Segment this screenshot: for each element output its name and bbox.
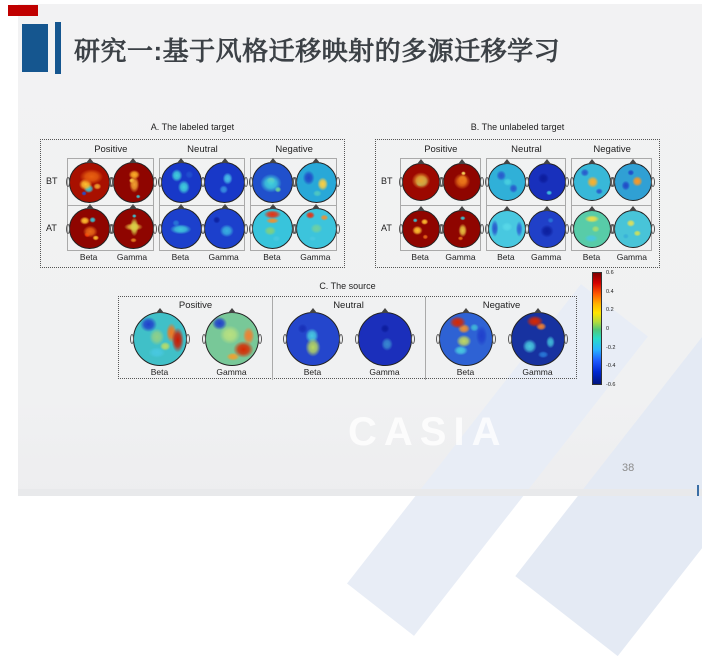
left-ear-icon <box>293 224 297 234</box>
band-label: Beta <box>150 367 169 377</box>
topomap-head <box>69 162 110 203</box>
condition-group <box>250 158 337 251</box>
left-ear-icon <box>158 224 162 234</box>
topomap-head <box>252 208 293 249</box>
condition-group <box>400 158 481 251</box>
nose-icon <box>177 204 185 209</box>
left-ear-icon <box>525 224 529 234</box>
topomap-head <box>528 163 566 201</box>
topomap-head <box>614 210 652 248</box>
panel-box-A <box>40 139 345 268</box>
topomap-head <box>296 208 337 249</box>
topomap-scalp <box>443 210 481 248</box>
panel-box-C <box>118 296 577 379</box>
topomap-head <box>402 163 440 201</box>
nose-icon <box>588 206 596 211</box>
panel-box-B <box>375 139 660 268</box>
left-ear-icon <box>249 224 253 234</box>
band-label: Gamma <box>216 367 247 377</box>
left-ear-icon <box>201 177 205 187</box>
topomap-head <box>614 163 652 201</box>
left-ear-icon <box>485 177 489 187</box>
condition-label: Positive <box>94 144 128 155</box>
band-label: Gamma <box>300 252 331 262</box>
red-accent-bar <box>8 5 38 16</box>
topomap-scalp <box>133 312 187 366</box>
condition-group <box>571 158 652 251</box>
nose-icon <box>417 159 425 164</box>
right-ear-icon <box>565 177 569 187</box>
left-ear-icon <box>399 177 403 187</box>
group-divider <box>68 205 153 206</box>
topomap-head <box>358 312 412 366</box>
nose-icon <box>269 204 277 209</box>
topomap-scalp <box>402 210 440 248</box>
left-ear-icon <box>525 177 529 187</box>
topomap-head <box>69 208 110 249</box>
slide-title: 研究一:基于风格迁移映射的多源迁移学习 <box>74 36 561 66</box>
right-ear-icon <box>186 334 190 344</box>
topomap-head <box>443 163 481 201</box>
topomap-head <box>488 163 526 201</box>
left-ear-icon <box>249 177 253 187</box>
band-label: Gamma <box>208 252 239 262</box>
band-label: Beta <box>497 252 515 262</box>
right-ear-icon <box>492 334 496 344</box>
topomap-head <box>161 162 202 203</box>
condition-label: Positive <box>424 144 458 155</box>
topomap-head <box>113 208 154 249</box>
band-label: Beta <box>263 252 281 262</box>
topomap-head <box>204 208 245 249</box>
nose-icon <box>129 158 137 163</box>
left-ear-icon <box>110 177 114 187</box>
nose-icon <box>312 158 320 163</box>
band-label: Gamma <box>116 252 148 262</box>
right-ear-icon <box>565 224 569 234</box>
topomap-head <box>113 162 154 203</box>
topomap-scalp <box>439 312 493 366</box>
topomap-head <box>205 312 259 366</box>
left-ear-icon <box>201 224 205 234</box>
band-label: Beta <box>171 252 190 262</box>
group-divider <box>487 205 566 206</box>
topomap-scalp <box>614 210 652 248</box>
band-label: Gamma <box>445 252 476 262</box>
right-ear-icon <box>153 224 157 234</box>
title-accent-line <box>55 22 61 74</box>
nose-icon <box>462 308 470 313</box>
condition-label: Neutral <box>187 144 218 155</box>
right-ear-icon <box>411 334 415 344</box>
panel-caption-C: C. The source <box>319 281 376 291</box>
band-label: Beta <box>79 252 98 262</box>
band-label: Beta <box>303 367 322 377</box>
left-ear-icon <box>570 177 574 187</box>
topomap-scalp <box>204 208 245 249</box>
nose-icon <box>458 206 466 211</box>
right-ear-icon <box>480 177 484 187</box>
right-ear-icon <box>564 334 568 344</box>
group-divider <box>251 205 336 206</box>
nose-icon <box>269 158 277 163</box>
topomap-head <box>573 210 611 248</box>
group-divider <box>401 205 480 206</box>
right-ear-icon <box>244 177 248 187</box>
left-ear-icon <box>440 177 444 187</box>
bottom-edge-strip <box>18 489 702 496</box>
condition-label: Neutral <box>511 144 542 155</box>
left-ear-icon <box>293 177 297 187</box>
colorbar-tick: -0.6 <box>606 382 616 388</box>
left-ear-icon <box>436 334 440 344</box>
right-ear-icon <box>336 224 340 234</box>
topomap-head <box>296 162 337 203</box>
nose-icon <box>503 159 511 164</box>
topomap-scalp <box>69 162 110 203</box>
panel-caption-A: A. The labeled target <box>150 122 235 132</box>
topomap-scalp <box>358 312 412 366</box>
row-label-AT: AT <box>381 222 392 233</box>
nose-icon <box>629 206 637 211</box>
left-ear-icon <box>611 177 615 187</box>
row-label-BT: BT <box>46 176 58 187</box>
nose-icon <box>86 158 94 163</box>
topomap-head <box>511 312 565 366</box>
right-ear-icon <box>244 224 248 234</box>
topomap-head <box>443 210 481 248</box>
nose-icon <box>629 159 637 164</box>
topomap-head <box>573 163 611 201</box>
colorbar-tick: 0.2 <box>606 307 614 314</box>
left-ear-icon <box>110 224 114 234</box>
topomap-scalp <box>204 162 245 203</box>
topomap-scalp <box>205 312 259 366</box>
nose-icon <box>129 204 137 209</box>
topomap-head <box>439 312 493 366</box>
nose-icon <box>543 206 551 211</box>
topomap-scalp <box>286 312 340 366</box>
right-ear-icon <box>480 224 484 234</box>
right-ear-icon <box>339 334 343 344</box>
left-ear-icon <box>202 334 206 344</box>
condition-label: Neutral <box>333 300 364 311</box>
topomap-head <box>488 210 526 248</box>
band-label: Beta <box>411 252 429 262</box>
band-label: Beta <box>582 252 601 262</box>
topomap-scalp <box>252 208 293 249</box>
left-ear-icon <box>570 224 574 234</box>
group-divider <box>160 205 245 206</box>
nose-icon <box>503 206 511 211</box>
band-label: Gamma <box>522 367 553 377</box>
left-ear-icon <box>440 224 444 234</box>
band-label: Gamma <box>616 252 647 262</box>
colorbar-gradient <box>592 272 602 385</box>
topomap-scalp <box>161 208 202 249</box>
nose-icon <box>156 308 164 313</box>
topomap-scalp <box>528 163 566 201</box>
nose-icon <box>458 159 466 164</box>
topomap-head <box>528 210 566 248</box>
left-ear-icon <box>611 224 615 234</box>
right-ear-icon <box>651 177 655 187</box>
topomap-scalp <box>402 163 440 201</box>
nose-icon <box>221 204 229 209</box>
colorbar-tick: -0.4 <box>606 363 616 370</box>
nose-icon <box>86 204 94 209</box>
colorbar-tick: -0.2 <box>606 344 616 351</box>
topomap-scalp <box>573 210 611 248</box>
group-divider <box>572 205 651 206</box>
left-ear-icon <box>66 177 70 187</box>
topomap-head <box>133 312 187 366</box>
nose-icon <box>381 308 389 313</box>
nose-icon <box>312 204 320 209</box>
panel-caption-B: B. The unlabeled target <box>470 122 565 132</box>
nose-icon <box>309 308 317 313</box>
topomap-scalp <box>296 208 337 249</box>
nose-icon <box>543 159 551 164</box>
right-ear-icon <box>336 177 340 187</box>
row-label-BT: BT <box>381 176 393 187</box>
topomap-head <box>204 162 245 203</box>
band-label: Beta <box>456 367 475 377</box>
left-ear-icon <box>355 334 359 344</box>
corner-blue-tick <box>697 485 699 496</box>
condition-group <box>67 158 154 251</box>
topomap-scalp <box>614 163 652 201</box>
colorbar-tick: 0.4 <box>606 288 614 295</box>
nose-icon <box>228 308 236 313</box>
condition-group <box>486 158 567 251</box>
title-accent-square <box>22 24 48 72</box>
right-ear-icon <box>651 224 655 234</box>
topomap-scalp <box>511 312 565 366</box>
left-ear-icon <box>399 224 403 234</box>
condition-label: Negative <box>482 300 521 311</box>
topomap-head <box>161 208 202 249</box>
topomap-scalp <box>528 210 566 248</box>
topomap-scalp <box>488 163 526 201</box>
topomap-head <box>286 312 340 366</box>
page-number: 38 <box>622 462 635 474</box>
topomap-scalp <box>69 208 110 249</box>
condition-label: Negative <box>275 144 313 155</box>
condition-group <box>159 158 246 251</box>
right-ear-icon <box>258 334 262 344</box>
topomap-scalp <box>161 162 202 203</box>
topomap-scalp <box>443 163 481 201</box>
condition-label: Positive <box>178 300 213 311</box>
left-ear-icon <box>66 224 70 234</box>
topomap-scalp <box>252 162 293 203</box>
band-label: Gamma <box>369 367 400 377</box>
nose-icon <box>177 158 185 163</box>
left-ear-icon <box>283 334 287 344</box>
left-ear-icon <box>485 224 489 234</box>
nose-icon <box>221 158 229 163</box>
topomap-scalp <box>113 208 154 249</box>
band-label: Gamma <box>531 252 562 262</box>
condition-label: Negative <box>593 144 631 155</box>
left-ear-icon <box>130 334 134 344</box>
left-ear-icon <box>508 334 512 344</box>
colorbar-tick: 0 <box>606 326 610 332</box>
nose-icon <box>534 308 542 313</box>
topomap-scalp <box>488 210 526 248</box>
topomap-head <box>402 210 440 248</box>
casia-watermark: CASIA <box>348 410 508 454</box>
topomap-head <box>252 162 293 203</box>
topomap-scalp <box>296 162 337 203</box>
row-label-AT: AT <box>46 222 57 233</box>
colorbar <box>592 270 622 388</box>
right-ear-icon <box>153 177 157 187</box>
left-ear-icon <box>158 177 162 187</box>
topomap-scalp <box>113 162 154 203</box>
colorbar-tick: 0.6 <box>606 270 614 276</box>
nose-icon <box>417 206 425 211</box>
nose-icon <box>588 159 596 164</box>
topomap-scalp <box>573 163 611 201</box>
